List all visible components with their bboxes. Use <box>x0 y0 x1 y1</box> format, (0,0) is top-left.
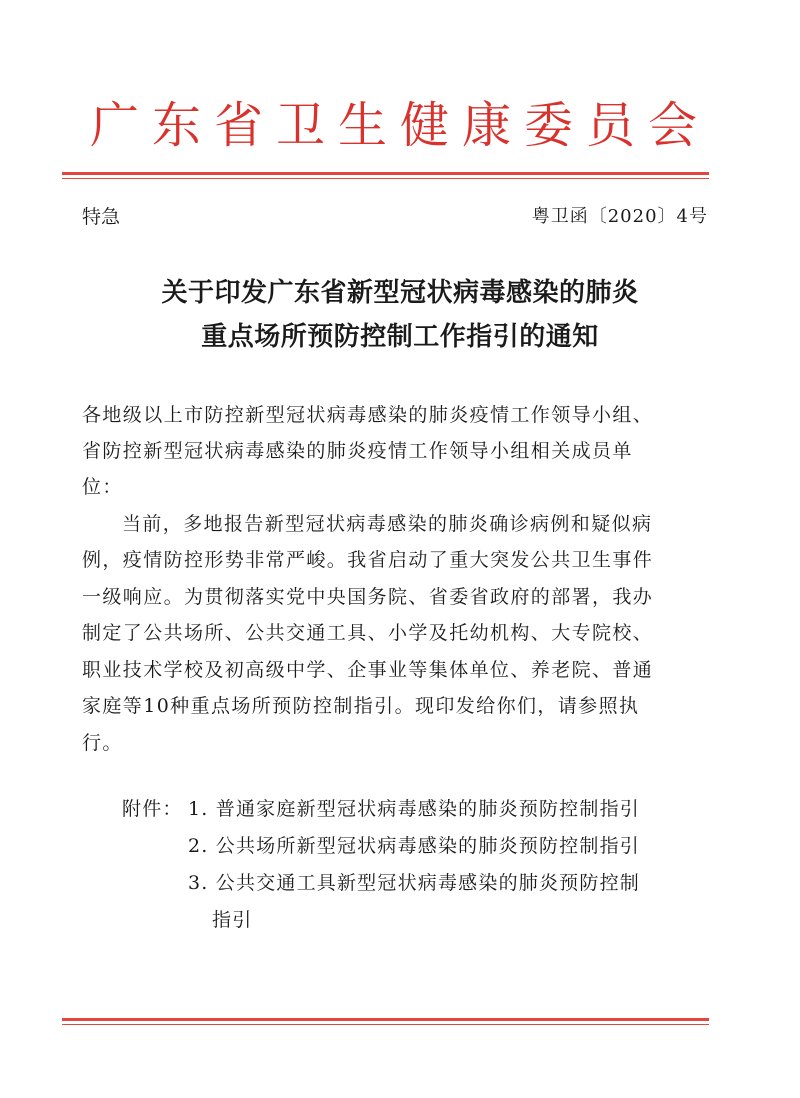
footer-rule-thin <box>62 1024 709 1025</box>
body-paragraph-line: 行。 <box>82 732 123 754</box>
addressee-line: 各地级以上市防控新型冠状病毒感染的肺炎疫情工作领导小组、 <box>82 404 654 426</box>
document-title-line-1: 关于印发广东省新型冠状病毒感染的肺炎 <box>161 278 639 308</box>
letterhead-rule-thick <box>62 172 709 175</box>
attachment-item: 1. 普通家庭新型冠状病毒感染的肺炎预防控制指引 <box>188 798 640 820</box>
body-paragraph-line: 职业技术学校及初高级中学、企事业等集体单位、养老院、普通 <box>82 659 654 681</box>
attachment-item: 3. 公共交通工具新型冠状病毒感染的肺炎预防控制 <box>188 872 640 894</box>
footer-rule-thick <box>62 1018 709 1021</box>
letterhead-org-name: 广东省卫生健康委员会 <box>89 97 710 154</box>
attachment-item-continued: 指引 <box>212 909 253 931</box>
body-paragraph-line: 家庭等10种重点场所预防控制指引。现印发给你们，请参照执 <box>82 695 640 717</box>
urgency-label: 特急 <box>82 206 121 228</box>
body-paragraph-line: 制定了公共场所、公共交通工具、小学及托幼机构、大专院校、 <box>82 622 654 644</box>
addressee-line: 省防控新型冠状病毒感染的肺炎疫情工作领导小组相关成员单 <box>82 440 633 462</box>
letterhead-rule-thin <box>62 178 709 179</box>
addressee-line: 位： <box>82 476 123 498</box>
body-paragraph-line: 当前，多地报告新型冠状病毒感染的肺炎确诊病例和疑似病 <box>122 513 653 535</box>
body-paragraph-line: 例，疫情防控形势非常严峻。我省启动了重大突发公共卫生事件 <box>82 549 654 571</box>
body-paragraph-line: 一级响应。为贯彻落实党中央国务院、省委省政府的部署，我办 <box>82 586 654 608</box>
attachment-item: 2. 公共场所新型冠状病毒感染的肺炎预防控制指引 <box>188 835 640 857</box>
attachments-label: 附件： <box>122 798 183 820</box>
document-title-line-2: 重点场所预防控制工作指引的通知 <box>201 322 599 352</box>
document-number: 粤卫函〔2020〕4号 <box>531 206 708 227</box>
